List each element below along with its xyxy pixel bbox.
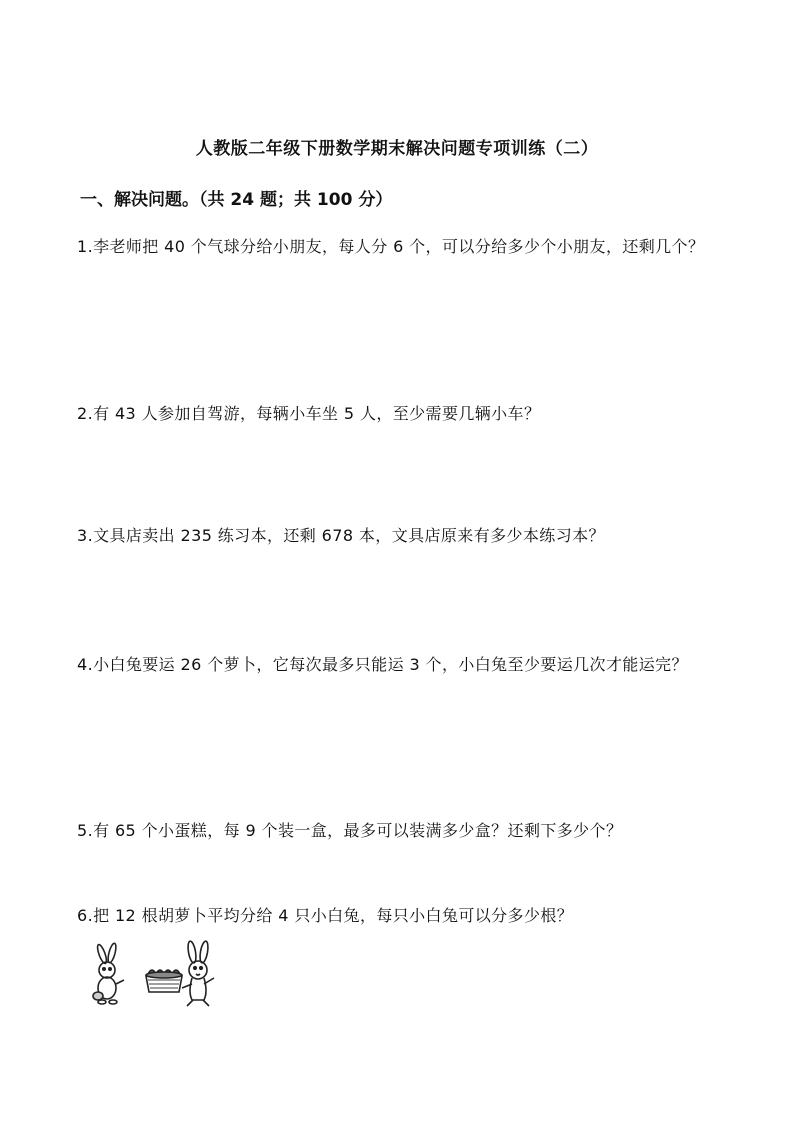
- section-heading: 一、解决问题。（共 24 题；共 100 分）: [80, 190, 393, 210]
- question-3: 3.文具店卖出 235 练习本，还剩 678 本，文具店原来有多少本练习本？: [77, 526, 605, 545]
- question-5: 5.有 65 个小蛋糕，每 9 个装一盒，最多可以装满多少盒？还剩下多少个？: [77, 821, 623, 840]
- question-1: 1.李老师把 40 个气球分给小朋友，每人分 6 个，可以分给多少个小朋友，还剩几个？: [77, 237, 705, 256]
- carrot-basket-icon: [146, 970, 182, 992]
- rabbit-icon: [182, 941, 214, 1006]
- page-title: 人教版二年级下册数学期末解决问题专项训练（二）: [195, 139, 599, 159]
- small-rabbit-icon: [93, 943, 124, 1004]
- question-4: 4.小白兔要运 26 个萝卜，它每次最多只能运 3 个，小白兔至少要运几次才能运完？: [77, 655, 688, 674]
- question-6: 6.把 12 根胡萝卜平均分给 4 只小白兔，每只小白兔可以分多少根？: [77, 906, 574, 925]
- question-2: 2.有 43 人参加自驾游，每辆小车坐 5 人，至少需要几辆小车？: [77, 404, 541, 423]
- rabbits-carrots-illustration: [80, 940, 230, 1010]
